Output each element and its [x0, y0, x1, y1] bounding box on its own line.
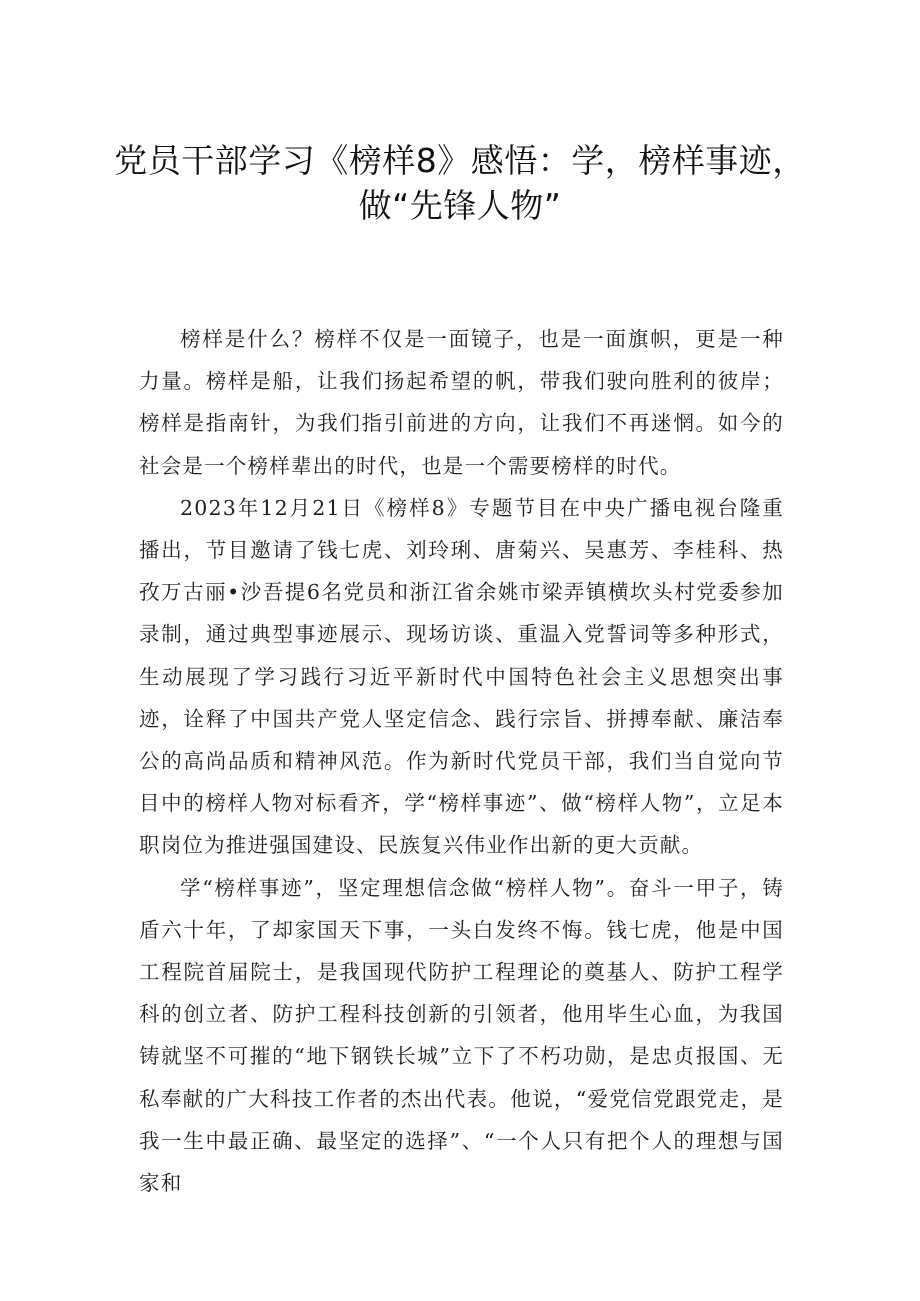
- paragraph-1: 榜样是什么？榜样不仅是一面镜子，也是一面旗帜，更是一种力量。榜样是船，让我们扬起希望的帆，带我们驶向胜利的彼岸；榜样是指南针，为我们指引前进的方向，让我们不再迷惘。如今的社会是一个榜样辈出的时代，也是一个需要榜样的时代。: [139, 327, 784, 478]
- document-title-line-1: 党员干部学习《榜样8》感悟：学，榜样事迹，: [114, 141, 806, 180]
- document-body: [139, 318, 784, 1204]
- document-title-line-2: 做“先锋人物”: [358, 186, 562, 225]
- paragraph-3: 学“榜样事迹”，坚定理想信念做“榜样人物”。奋斗一甲子，铸盾六十年，了却家国天下事，一头白发终不悔。钱七虎，他是中国工程院首届院士，是我国现代防护工程理论的奠基人、防护工程学科的创立者、防护工程科技创新的引领者，他用毕生心血，为我国铸就坚不可摧的“地下钢铁长城”立下了不朽功勋，是忠贞报国、无私奉献的广大科技工作者的杰出代表。他说，“爱党信党跟党走，是我一生中最正确、最坚定的选择”、“一个人只有把个人的理想与国家和: [139, 875, 784, 1196]
- paragraph-2: 2023年12月21日《榜样8》专题节目在中央广播电视台隆重播出，节目邀请了钱七虎、刘玲琍、唐菊兴、吴惠芳、李桂科、热孜万古丽•沙吾提6名党员和浙江省余姚市梁弄镇横坎头村党委参加录制，通过典型事迹展示、现场访谈、重温入党誓词等多种形式，生动展现了学习践行习近平新时代中国特色社会主义思想突出事迹，诠释了中国共产党人坚定信念、践行宗旨、拼搏奉献、廉洁奉公的高尚品质和精神风范。作为新时代党员干部，我们当自觉向节目中的榜样人物对标看齐，学“榜样事迹”、做“榜样人物”，立足本职岗位为推进强国建设、民族复兴伟业作出新的更大贡献。: [139, 495, 784, 858]
